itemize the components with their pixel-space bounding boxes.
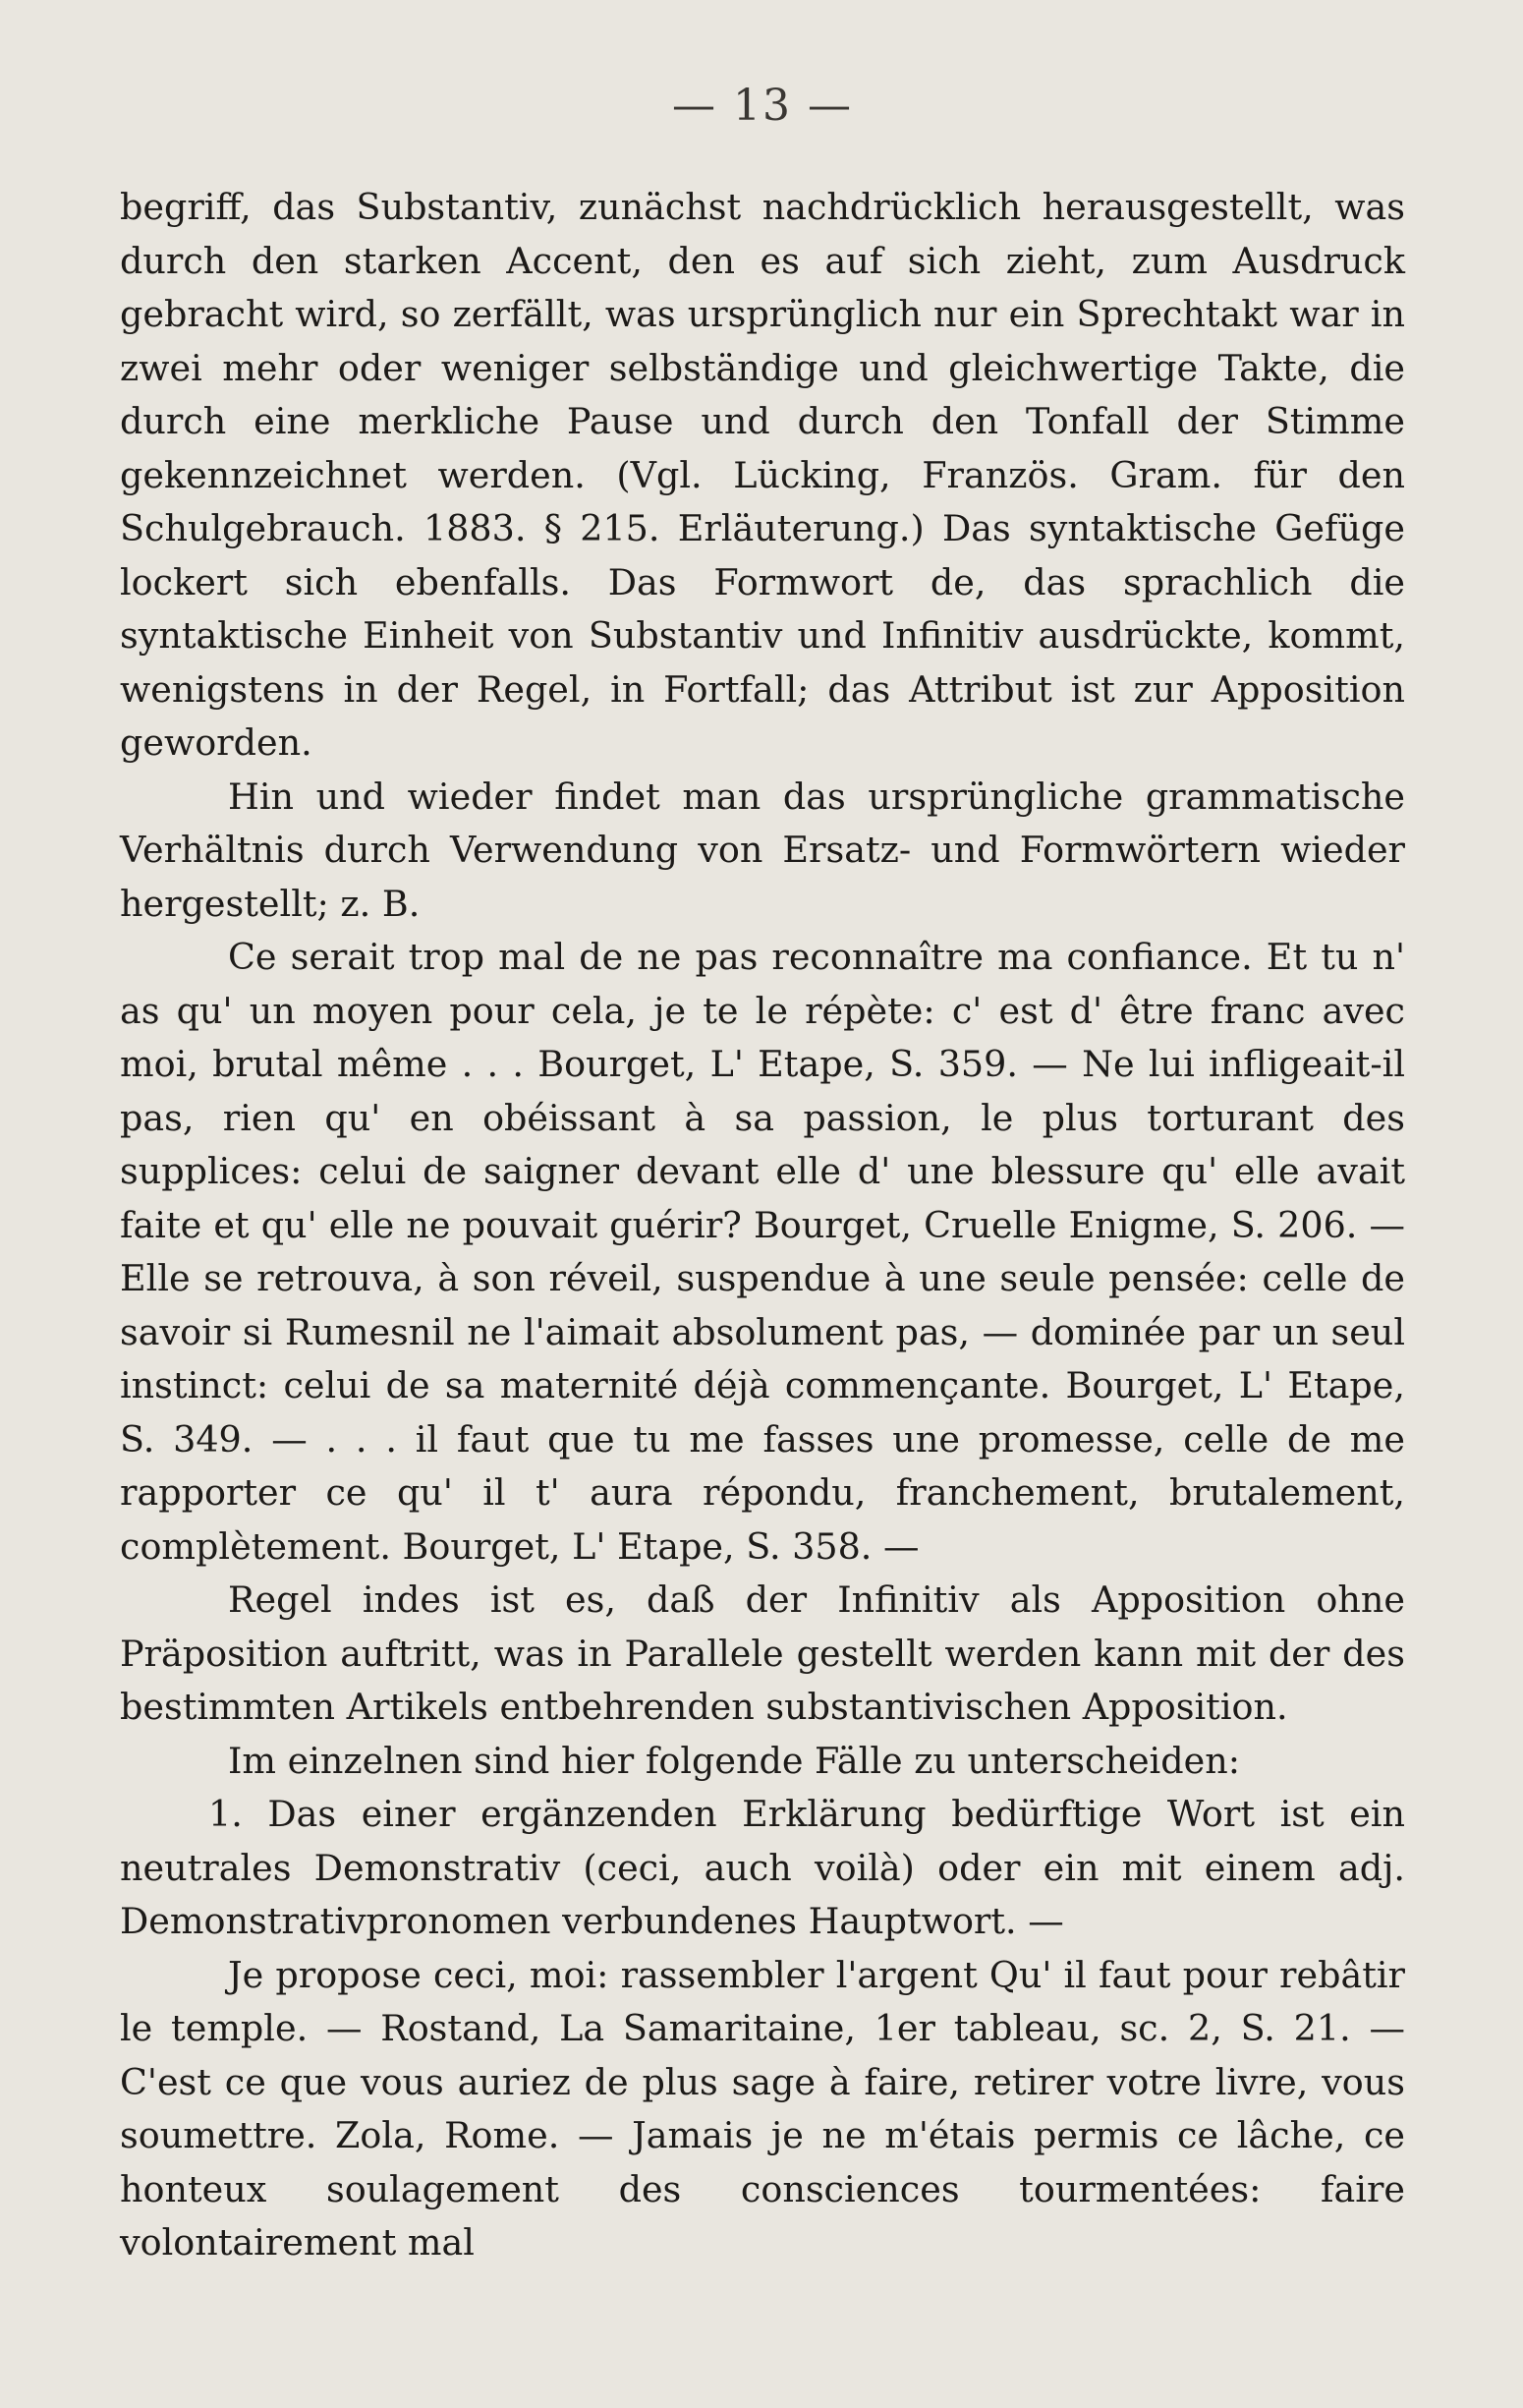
paragraph-regel: Regel indes ist es, daß der Infinitiv als Apposition ohne Präposition auftritt, was in Parallele gestellt werden kann mit der des bestimmten Artikels entbehrenden substantivischen Apposition. [120, 1578, 1405, 1728]
paragraph-hin-und-wieder: Hin und wieder findet man das ursprüngliche grammatische Verhältnis durch Verwendung von Ersatz- und Formwörtern wieder hergestellt; z. B. [120, 774, 1405, 925]
page-number: — 13 — [672, 81, 853, 131]
paragraph-continuation: begriff, das Substantiv, zunächst nachdrücklich herausgestellt, was durch den starken Accent, den es auf sich zieht, zum Ausdruck gebracht wird, so zerfällt, was ursprünglich nur ein Sprechtakt war in zwei mehr oder weniger selbständige und gleichwertige Takte, die durch eine merkliche Pause und durch den Tonfall der Stimme gekennzeichnet werden. (Vgl. Lücking, Französ. Gram. für den Schulgebrauch. 1883. § 215. Erläuterung.) Das syntaktische Gefüge lockert sich ebenfalls. Das Formwort de, das sprachlich die syntaktische Einheit von Substantiv und Infinitiv ausdrückte, kommt, wenigstens in der Regel, in Fortfall; das Attribut ist zur Apposition geworden. [120, 186, 1405, 764]
paragraph-rostand-examples: Je propose ceci, moi: rassembler l'argent Qu' il faut pour rebâtir le temple. — Rostand, La Samaritaine, 1er tableau, sc. 2, S. 21. — C'est ce que vous auriez de plus sage à faire, retirer votre livre, vous soumettre. Zola, Rome. — Jamais je ne m'étais permis ce lâche, ce honteux soulagement des consciences tourmentées: faire volontairement mal [120, 1953, 1405, 2264]
body-text [120, 181, 1405, 2270]
paragraph-im-einzelnen: Im einzelnen sind hier folgende Fälle zu unterscheiden: [228, 1739, 1241, 1782]
paragraph-case-1: 1. Das einer ergänzenden Erklärung bedürftige Wort ist ein neutrales Demonstrativ (ceci, auch voilà) oder ein mit einem adj. Demonstrativpronomen verbundenes Hauptwort. — [120, 1793, 1405, 1942]
paragraph-bourget-examples: Ce serait trop mal de ne pas reconnaître ma confiance. Et tu n' as qu' un moyen pour cela, je te le répète: c' est d' être franc avec moi, brutal même . . . Bourget, L' Etape, S. 359. — Ne lui infligeait-il pas, rien qu' en obéissant à sa passion, le plus torturant des supplices: celui de saigner devant elle d' une blessure qu' elle avait faite et qu' elle ne pouvait guérir? Bourget, Cruelle Enigme, S. 206. — Elle se retrouva, à son réveil, suspendue à une seule pensée: celle de savoir si Rumesnil ne l'aimait absolument pas, — dominée par un seul instinct: celui de sa maternité déjà commençante. Bourget, L' Etape, S. 349. — . . . il faut que tu me fasses une promesse, celle de me rapporter ce qu' il t' aura répondu, franchement, brutalement, complètement. Bourget, L' Etape, S. 358. — [120, 936, 1405, 1568]
